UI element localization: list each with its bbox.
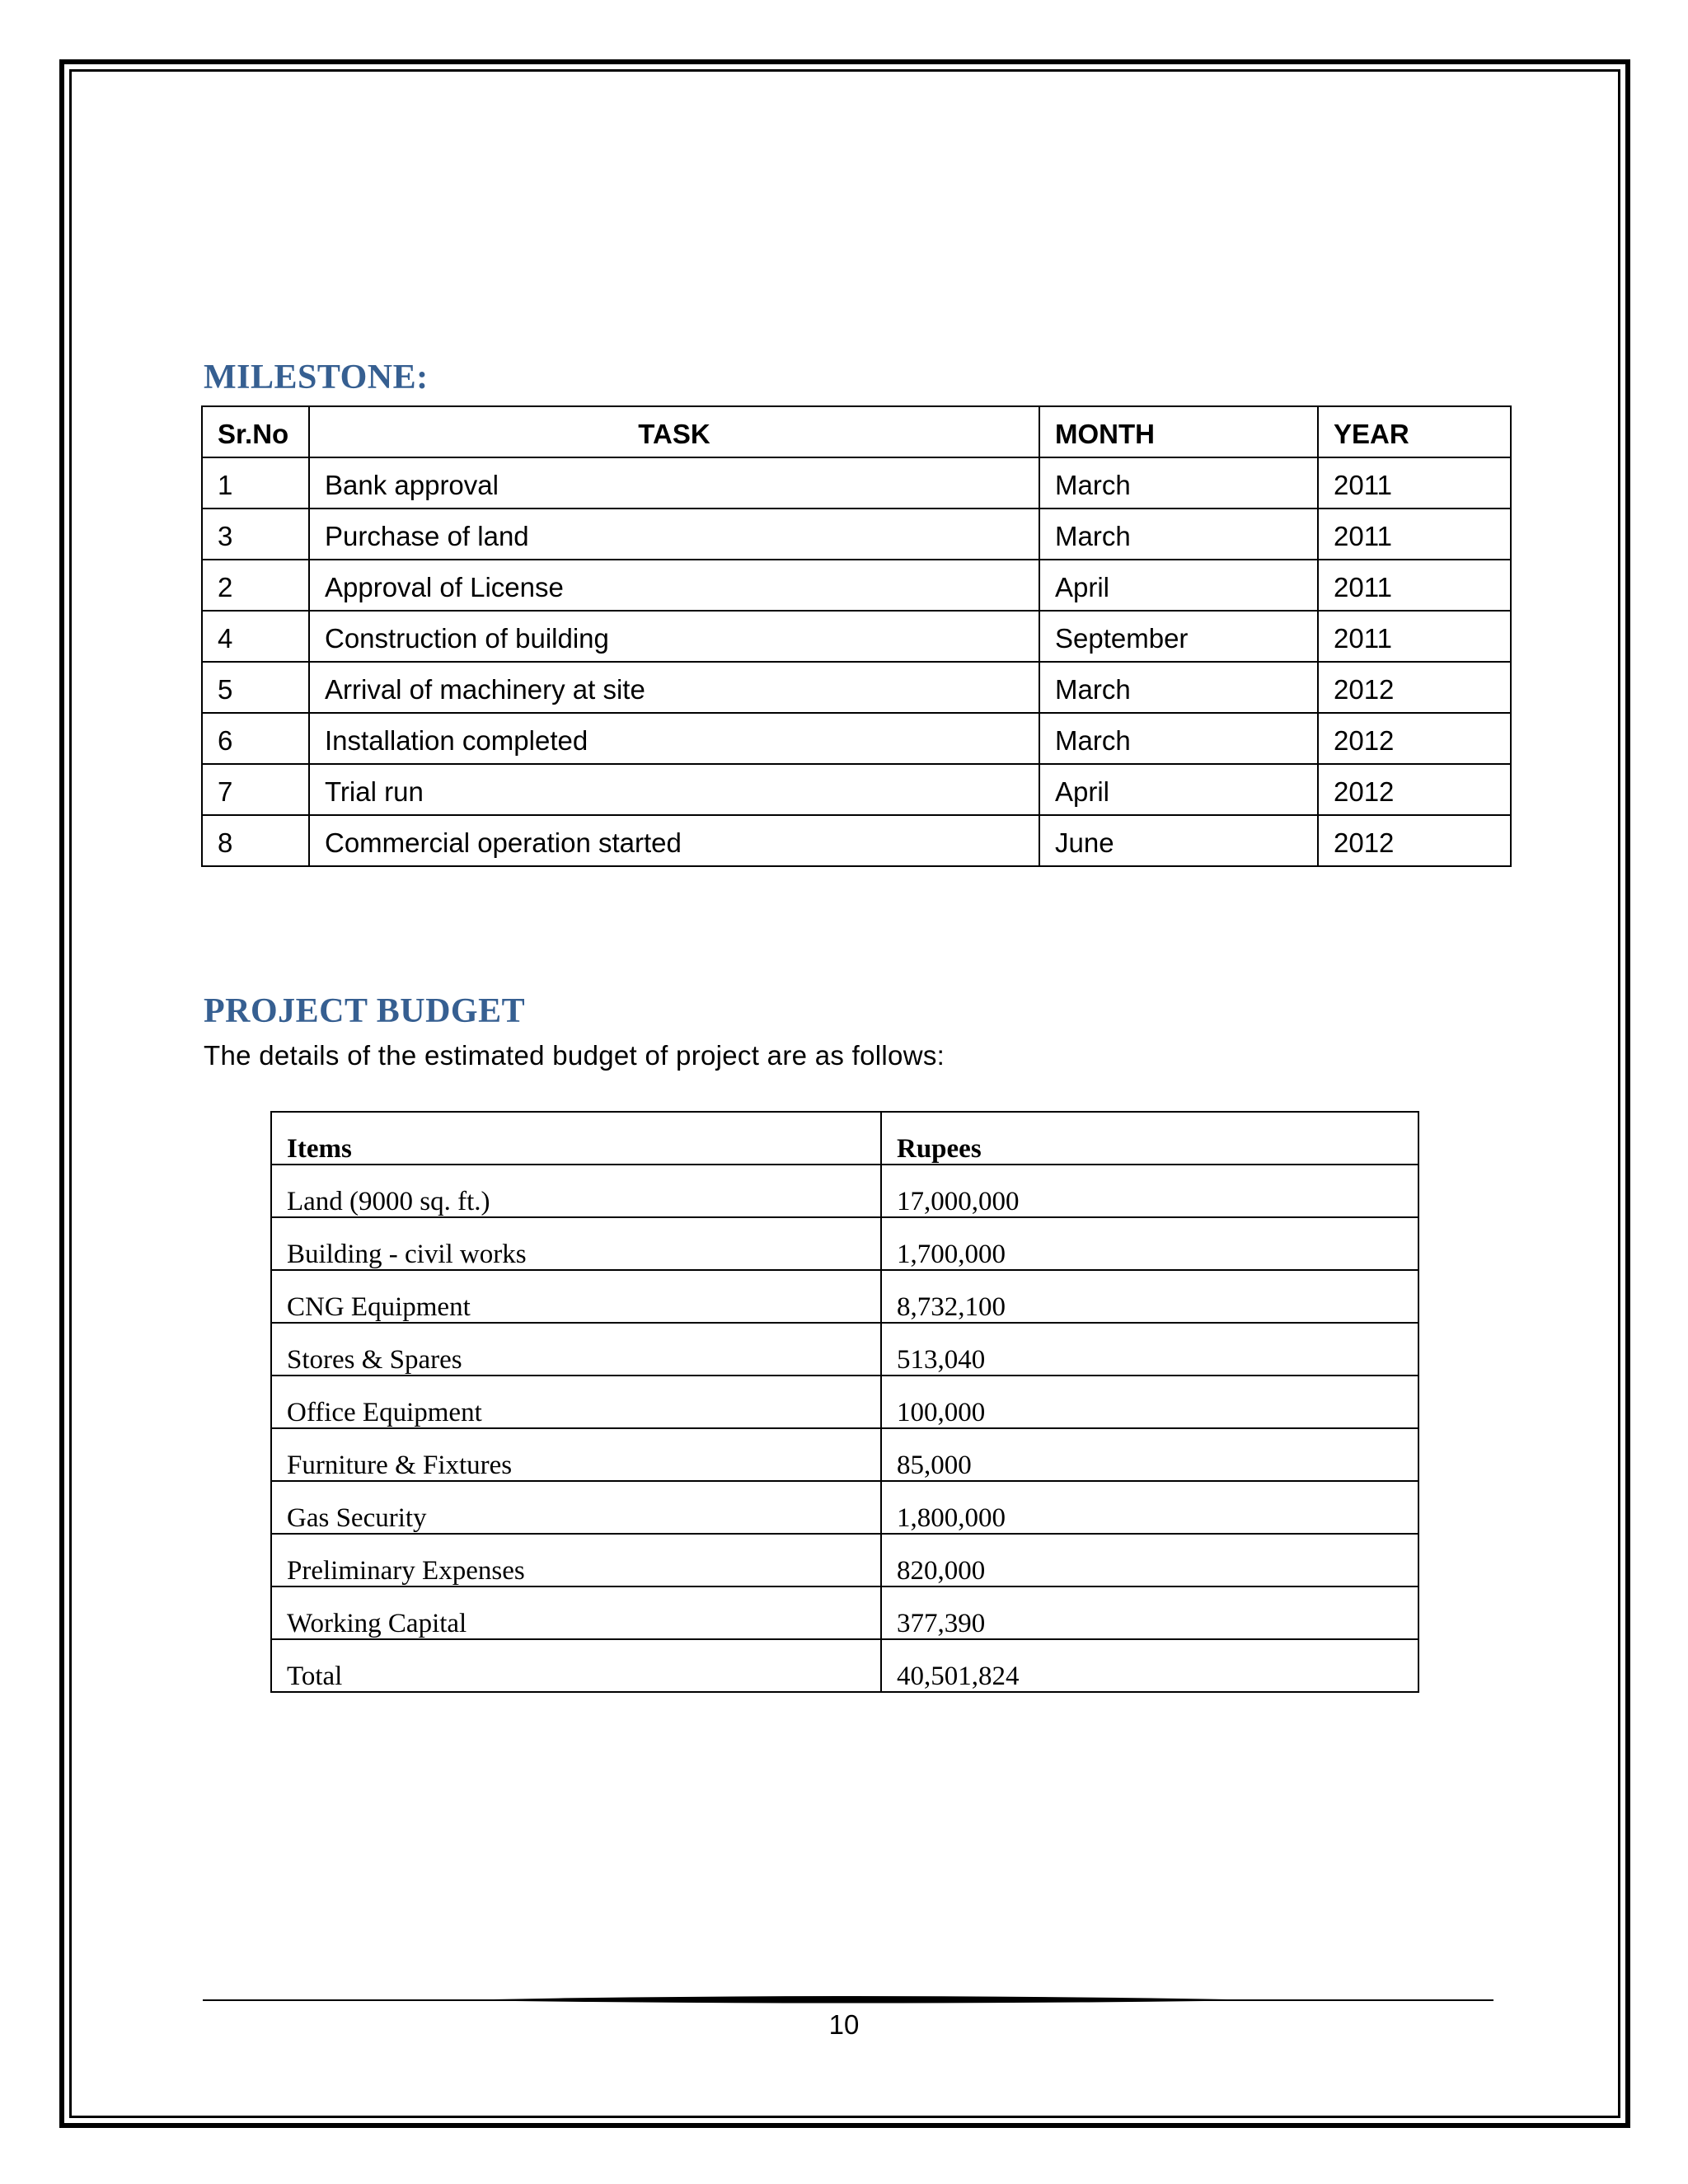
milestone-task: Purchase of land bbox=[309, 509, 1039, 560]
milestone-header-srno: Sr.No bbox=[202, 406, 309, 457]
table-row bbox=[271, 1534, 1418, 1586]
budget-amount: 513,040 bbox=[881, 1323, 1418, 1376]
table-row bbox=[271, 1165, 1418, 1217]
table-row bbox=[271, 1217, 1418, 1270]
table-row bbox=[271, 1586, 1418, 1639]
milestone-year: 2011 bbox=[1318, 611, 1511, 662]
budget-heading: PROJECT BUDGET bbox=[204, 992, 526, 1030]
milestone-task: Trial run bbox=[309, 764, 1039, 815]
budget-amount: 40,501,824 bbox=[881, 1639, 1418, 1692]
milestone-srno: 4 bbox=[202, 611, 309, 662]
milestone-header-row bbox=[202, 406, 1511, 457]
milestone-header-task: TASK bbox=[309, 406, 1039, 457]
budget-header-rupees: Rupees bbox=[881, 1112, 1418, 1165]
milestone-srno: 8 bbox=[202, 815, 309, 866]
milestone-task: Installation completed bbox=[309, 713, 1039, 764]
milestone-header-month: MONTH bbox=[1039, 406, 1318, 457]
milestone-month: April bbox=[1039, 764, 1318, 815]
milestone-task: Commercial operation started bbox=[309, 815, 1039, 866]
milestone-year: 2011 bbox=[1318, 457, 1511, 509]
table-row bbox=[202, 662, 1511, 713]
budget-item: Total bbox=[271, 1639, 881, 1692]
table-row bbox=[202, 713, 1511, 764]
budget-amount: 100,000 bbox=[881, 1376, 1418, 1428]
milestone-srno: 6 bbox=[202, 713, 309, 764]
budget-amount: 1,800,000 bbox=[881, 1481, 1418, 1534]
milestone-task: Approval of License bbox=[309, 560, 1039, 611]
milestone-month: March bbox=[1039, 713, 1318, 764]
milestone-month: March bbox=[1039, 509, 1318, 560]
budget-intro-text: The details of the estimated budget of project are as follows: bbox=[204, 1040, 945, 1071]
budget-item: Stores & Spares bbox=[271, 1323, 881, 1376]
milestone-year: 2012 bbox=[1318, 662, 1511, 713]
table-row bbox=[202, 611, 1511, 662]
table-row bbox=[202, 815, 1511, 866]
budget-item: Furniture & Fixtures bbox=[271, 1428, 881, 1481]
budget-amount: 85,000 bbox=[881, 1428, 1418, 1481]
milestone-srno: 7 bbox=[202, 764, 309, 815]
milestone-year: 2012 bbox=[1318, 815, 1511, 866]
budget-item: Gas Security bbox=[271, 1481, 881, 1534]
budget-amount: 1,700,000 bbox=[881, 1217, 1418, 1270]
budget-total-row bbox=[271, 1639, 1418, 1692]
milestone-srno: 1 bbox=[202, 457, 309, 509]
milestone-month: March bbox=[1039, 662, 1318, 713]
budget-amount: 820,000 bbox=[881, 1534, 1418, 1586]
milestone-task: Bank approval bbox=[309, 457, 1039, 509]
budget-header-items: Items bbox=[271, 1112, 881, 1165]
budget-amount: 8,732,100 bbox=[881, 1270, 1418, 1323]
budget-item: Preliminary Expenses bbox=[271, 1534, 881, 1586]
budget-item: Building - civil works bbox=[271, 1217, 881, 1270]
milestone-year: 2011 bbox=[1318, 509, 1511, 560]
budget-table bbox=[270, 1111, 1419, 1693]
milestone-task: Construction of building bbox=[309, 611, 1039, 662]
milestone-srno: 3 bbox=[202, 509, 309, 560]
milestone-heading: MILESTONE: bbox=[204, 359, 429, 396]
budget-item: Land (9000 sq. ft.) bbox=[271, 1165, 881, 1217]
table-row bbox=[202, 560, 1511, 611]
budget-amount: 377,390 bbox=[881, 1586, 1418, 1639]
table-row bbox=[271, 1428, 1418, 1481]
page-number: 10 bbox=[828, 2009, 860, 2040]
budget-header-row bbox=[271, 1112, 1418, 1165]
milestone-month: March bbox=[1039, 457, 1318, 509]
milestone-year: 2012 bbox=[1318, 764, 1511, 815]
milestone-srno: 5 bbox=[202, 662, 309, 713]
budget-item: Office Equipment bbox=[271, 1376, 881, 1428]
milestone-month: September bbox=[1039, 611, 1318, 662]
milestone-month: June bbox=[1039, 815, 1318, 866]
table-row bbox=[271, 1270, 1418, 1323]
budget-amount: 17,000,000 bbox=[881, 1165, 1418, 1217]
milestone-month: April bbox=[1039, 560, 1318, 611]
milestone-header-year: YEAR bbox=[1318, 406, 1511, 457]
budget-item: CNG Equipment bbox=[271, 1270, 881, 1323]
milestone-srno: 2 bbox=[202, 560, 309, 611]
milestone-table bbox=[201, 405, 1512, 867]
milestone-year: 2011 bbox=[1318, 560, 1511, 611]
milestone-year: 2012 bbox=[1318, 713, 1511, 764]
table-row bbox=[202, 764, 1511, 815]
table-row bbox=[202, 509, 1511, 560]
table-row bbox=[271, 1481, 1418, 1534]
table-row bbox=[271, 1323, 1418, 1376]
footer-divider bbox=[203, 1993, 1493, 2006]
table-row bbox=[271, 1376, 1418, 1428]
budget-item: Working Capital bbox=[271, 1586, 881, 1639]
table-row bbox=[202, 457, 1511, 509]
milestone-task: Arrival of machinery at site bbox=[309, 662, 1039, 713]
